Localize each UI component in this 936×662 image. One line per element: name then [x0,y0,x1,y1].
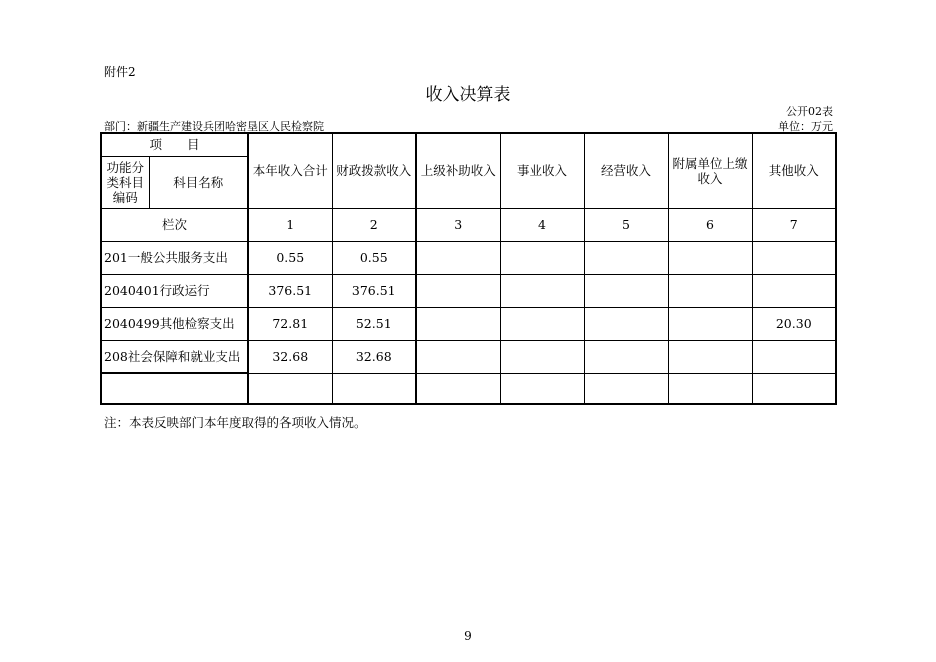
table-note: 注：本表反映部门本年度取得的各项收入情况。 [104,415,367,430]
value-cell [416,241,500,274]
column-header-superior-subsidy: 上级补助收入 [416,133,500,208]
table-row [101,274,836,307]
value-cell [668,307,752,340]
value-cell: 20.30 [752,307,836,340]
value-cell [668,373,752,404]
value-cell [752,241,836,274]
row-subject-name: 2040401行政运行 [101,274,248,307]
row-subject-name: 2040499其他检察支出 [101,307,248,340]
value-cell [416,307,500,340]
item-header: 项 目 [101,133,248,156]
value-cell: 72.81 [248,307,332,340]
value-cell [416,274,500,307]
income-table [100,132,837,405]
value-cell [752,373,836,404]
table-row [101,307,836,340]
row-subject-name: 208社会保障和就业支出 [101,340,248,373]
index-cell: 1 [248,208,332,241]
value-cell [668,340,752,373]
value-cell [248,373,332,404]
table-row [101,373,836,404]
value-cell [416,373,500,404]
row-subject-name [101,373,248,404]
index-cell: 4 [500,208,584,241]
value-cell: 376.51 [332,274,416,307]
column-header-operating: 经营收入 [584,133,668,208]
value-cell: 376.51 [248,274,332,307]
value-cell [668,241,752,274]
value-cell [584,340,668,373]
index-cell: 7 [752,208,836,241]
index-cell: 6 [668,208,752,241]
column-header-other: 其他收入 [752,133,836,208]
value-cell [752,340,836,373]
value-cell [584,373,668,404]
value-cell: 0.55 [248,241,332,274]
page-number: 9 [464,629,472,643]
value-cell [752,274,836,307]
index-label: 栏次 [101,208,248,241]
column-header-fiscal: 财政拨款收入 [332,133,416,208]
index-cell: 5 [584,208,668,241]
value-cell [500,373,584,404]
value-cell [584,241,668,274]
row-subject-name: 201一般公共服务支出 [101,241,248,274]
index-cell: 3 [416,208,500,241]
form-code: 公开02表 [786,105,833,118]
value-cell [584,307,668,340]
value-cell [500,241,584,274]
value-cell [332,373,416,404]
code-header: 功能分类科目编码 [101,156,149,208]
page-title: 收入决算表 [425,85,511,105]
column-header-business: 事业收入 [500,133,584,208]
column-header-affiliated: 附属单位上缴收入 [668,133,752,208]
value-cell [416,340,500,373]
column-header-total: 本年收入合计 [248,133,332,208]
index-row [101,208,836,241]
value-cell [668,274,752,307]
value-cell [500,307,584,340]
value-cell: 0.55 [332,241,416,274]
attachment-label: 附件2 [104,65,136,79]
table-row [101,340,836,373]
unit-label: 单位：万元 [778,120,833,133]
value-cell [500,274,584,307]
value-cell: 52.51 [332,307,416,340]
value-cell [584,274,668,307]
value-cell: 32.68 [332,340,416,373]
index-cell: 2 [332,208,416,241]
department-label: 部门：新疆生产建设兵团哈密垦区人民检察院 [104,120,324,133]
value-cell [500,340,584,373]
table-row [101,241,836,274]
subject-header: 科目名称 [149,156,248,208]
value-cell: 32.68 [248,340,332,373]
header-row [101,133,836,156]
